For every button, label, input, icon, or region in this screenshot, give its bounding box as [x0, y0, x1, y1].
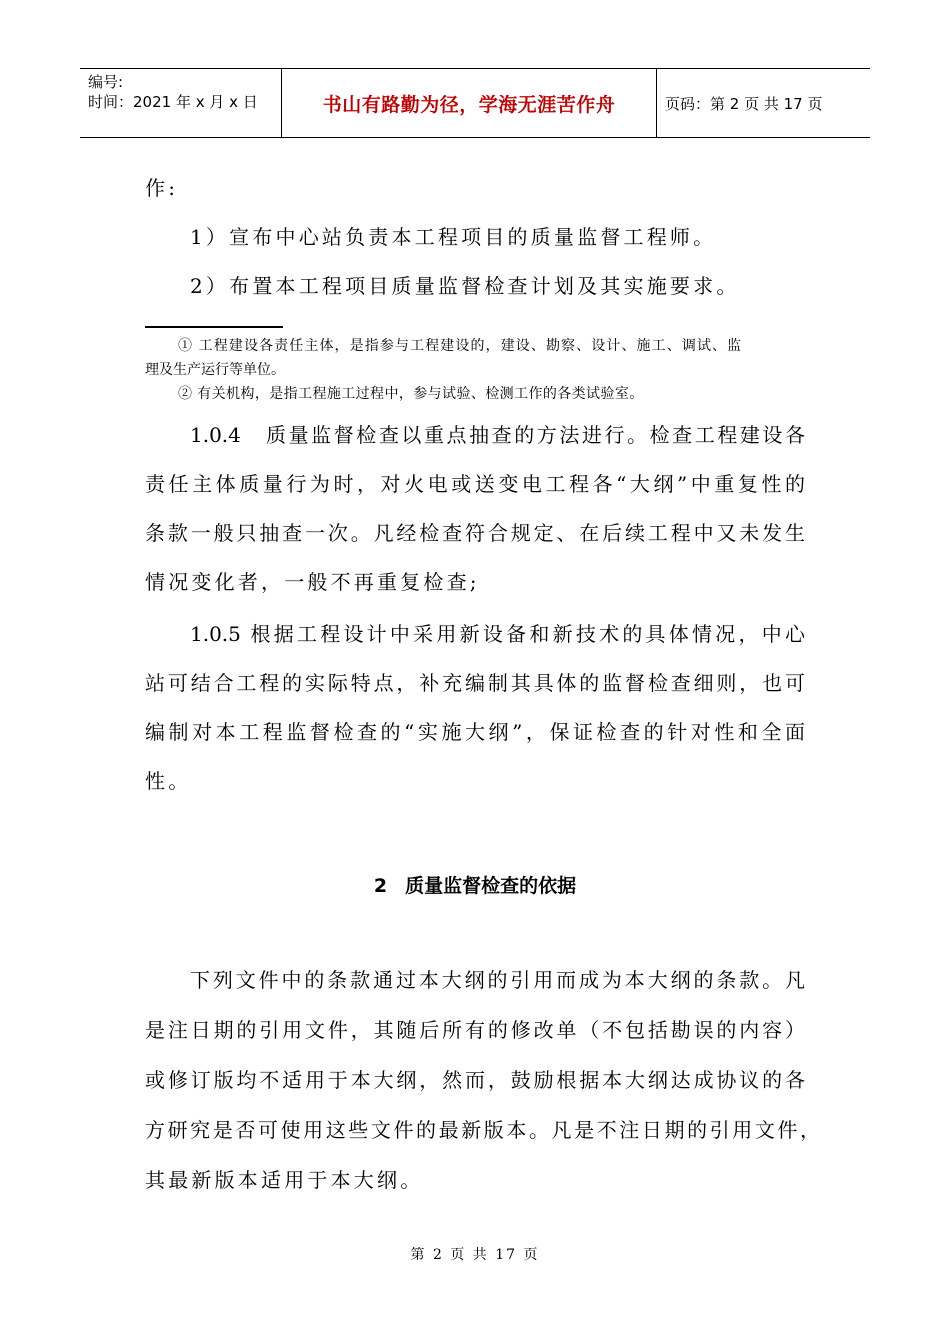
paragraph-continuation: 作: [145, 176, 179, 200]
clause-1-0-5-line-3: 编制对本工程监督检查的“实施大纲”，保证检查的针对性和全面 [145, 720, 805, 744]
motto-text: 书山有路勤为径，学海无涯苦作舟 [322, 93, 616, 116]
section-title: 质量监督检查的依据 [405, 875, 577, 897]
page-header [80, 68, 870, 138]
clause-1-0-5-line-1: 1.0.5 根据工程设计中采用新设备和新技术的具体情况，中心 [190, 622, 805, 646]
document-number-label: 编号: [88, 73, 124, 91]
header-page-info: 页码：第 2 页 共 17 页 [665, 94, 823, 113]
section-2-line-1: 下列文件中的条款通过本大纲的引用而成为本大纲的条款。凡 [190, 968, 805, 992]
footnote-separator [145, 326, 283, 328]
section-2-line-4: 方研究是否可使用这些文件的最新版本。凡是不注日期的引用文件， [145, 1118, 820, 1142]
section-2-line-2: 是注日期的引用文件，其随后所有的修改单（不包括勘误的内容） [145, 1018, 805, 1042]
section-number: 2 [373, 875, 388, 897]
clause-1-0-5-line-2: 站可结合工程的实际特点，补充编制其具体的监督检查细则，也可 [145, 671, 805, 695]
clause-1-0-4-line-4: 情况变化者，一般不再重复检查; [145, 570, 480, 594]
header-page-cell [657, 69, 870, 137]
footnote-1-line-2: 理及生产运行等单位。 [145, 362, 285, 378]
section-heading [0, 871, 950, 898]
clause-1-0-4-line-2: 责任主体质量行为时，对火电或送变电工程各“大纲”中重复性的 [145, 472, 805, 496]
section-2-line-5: 其最新版本适用于本大纲。 [145, 1168, 424, 1192]
clause-1-0-4-line-1: 1.0.4 质量监督检查以重点抽查的方法进行。检查工程建设各 [190, 423, 805, 447]
list-item-2: 2）布置本工程项目质量监督检查计划及其实施要求。 [190, 274, 740, 298]
header-motto-cell [282, 69, 657, 137]
footnote-1-line-1: ① 工程建设各责任主体，是指参与工程建设的，建设、勘察、设计、施工、调试、监 [178, 338, 743, 354]
header-meta-cell [80, 69, 282, 137]
footnote-2: ② 有关机构，是指工程施工过程中，参与试验、检测工作的各类试验室。 [178, 386, 644, 402]
section-2-line-3: 或修订版均不适用于本大纲，然而，鼓励根据本大纲达成协议的各 [145, 1068, 805, 1092]
clause-1-0-4-line-3: 条款一般只抽查一次。凡经检查符合规定、在后续工程中又未发生 [145, 521, 805, 545]
page-footer: 第 2 页 共 17 页 [410, 1247, 540, 1263]
document-time-label: 时间：2021 年 x 月 x 日 [88, 93, 258, 111]
clause-1-0-5-line-4: 性。 [145, 769, 192, 793]
list-item-1: 1）宣布中心站负责本工程项目的质量监督工程师。 [190, 225, 717, 249]
